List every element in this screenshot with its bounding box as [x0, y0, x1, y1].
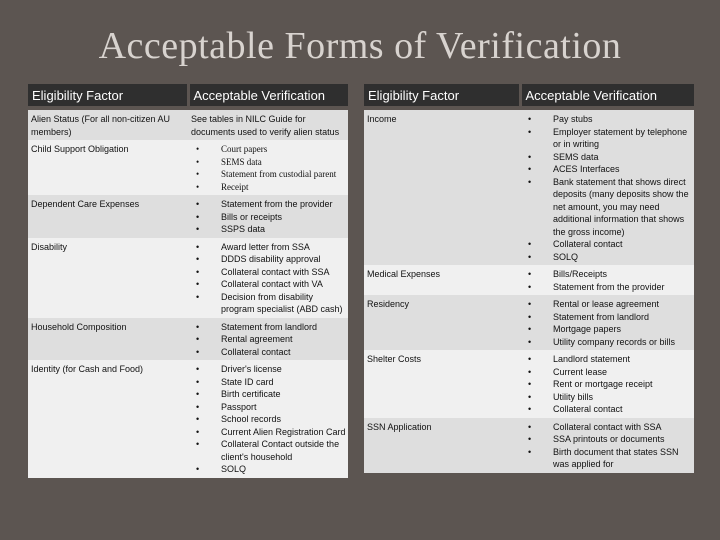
list-item: • Collateral contact with VA [191, 278, 346, 291]
table-row [364, 418, 694, 473]
table-row [28, 195, 348, 238]
list-item: • Court papers [191, 143, 346, 156]
list-item: • Birth document that states SSN was applied for [523, 446, 692, 471]
verification-list [523, 113, 692, 263]
factor-cell: Alien Status (For all non-citizen AU members) [28, 110, 188, 140]
list-item: • Receipt [191, 181, 346, 194]
list-item: • State ID card [191, 376, 346, 389]
table-row [364, 350, 694, 418]
verification-text: See tables in NILC Guide for documents used to verify alien status [188, 110, 348, 140]
eligibility-factor-header: Eligibility Factor [28, 84, 188, 106]
verification-list [523, 421, 692, 471]
table-row [28, 238, 348, 318]
list-item: • Statement from custodial parent [191, 168, 346, 181]
list-item: • SEMS data [523, 151, 692, 164]
list-item: • Collateral Contact outside the client's household [191, 438, 346, 463]
acceptable-verification-header: Acceptable Verification [188, 84, 348, 106]
factor-cell: Dependent Care Expenses [28, 195, 188, 238]
list-item: • Award letter from SSA [191, 241, 346, 254]
list-item: • Bills/Receipts [523, 268, 692, 281]
eligibility-factor-header: Eligibility Factor [364, 84, 520, 106]
list-item: • Collateral contact with SSA [523, 421, 692, 434]
list-item: • Bills or receipts [191, 211, 346, 224]
factor-cell: SSN Application [364, 418, 520, 473]
table-row [364, 295, 694, 350]
list-item: • Current lease [523, 366, 692, 379]
right-verification-table [364, 84, 694, 473]
header-row [28, 84, 348, 106]
verification-list [523, 353, 692, 416]
list-item: • DDDS disability approval [191, 253, 346, 266]
table-row [28, 318, 348, 361]
table-row [28, 360, 348, 478]
factor-cell: Income [364, 110, 520, 265]
list-item: • Employer statement by telephone or in writing [523, 126, 692, 151]
list-item: • SOLQ [523, 251, 692, 264]
table-row [28, 140, 348, 195]
list-item: • Passport [191, 401, 346, 414]
verification-list [191, 198, 346, 236]
list-item: • Rent or mortgage receipt [523, 378, 692, 391]
verification-list [191, 241, 346, 316]
list-item: • SEMS data [191, 156, 346, 169]
list-item: • Statement from landlord [191, 321, 346, 334]
list-item: • Statement from landlord [523, 311, 692, 324]
page-title: Acceptable Forms of Verification [98, 25, 622, 67]
verification-list [191, 321, 346, 359]
list-item: • Rental or lease agreement [523, 298, 692, 311]
list-item: • Statement from the provider [191, 198, 346, 211]
list-item: • Pay stubs [523, 113, 692, 126]
factor-cell: Residency [364, 295, 520, 350]
list-item: • Mortgage papers [523, 323, 692, 336]
verification-list [191, 363, 346, 476]
list-item: • Collateral contact with SSA [191, 266, 346, 279]
list-item: • Utility company records or bills [523, 336, 692, 349]
table-row [364, 265, 694, 295]
verification-list [523, 268, 692, 293]
acceptable-verification-header: Acceptable Verification [520, 84, 694, 106]
list-item: • Current Alien Registration Card [191, 426, 346, 439]
table-row [364, 110, 694, 265]
list-item: • Collateral contact [523, 238, 692, 251]
list-item: • Collateral contact [191, 346, 346, 359]
list-item: • Driver's license [191, 363, 346, 376]
list-item: • Birth certificate [191, 388, 346, 401]
verification-list [191, 143, 346, 193]
factor-cell: Shelter Costs [364, 350, 520, 418]
list-item: • ACES Interfaces [523, 163, 692, 176]
factor-cell: Child Support Obligation [28, 140, 188, 195]
factor-cell: Identity (for Cash and Food) [28, 360, 188, 478]
header-row [364, 84, 694, 106]
list-item: • Decision from disability program specialist (ABD cash) [191, 291, 346, 316]
list-item: • Landlord statement [523, 353, 692, 366]
table-row [28, 110, 348, 140]
list-item: • SOLQ [191, 463, 346, 476]
factor-cell: Disability [28, 238, 188, 318]
left-verification-table [28, 84, 348, 478]
factor-cell: Household Composition [28, 318, 188, 361]
list-item: • Collateral contact [523, 403, 692, 416]
verification-list [523, 298, 692, 348]
list-item: • SSPS data [191, 223, 346, 236]
list-item: • Statement from the provider [523, 281, 692, 294]
list-item: • Rental agreement [191, 333, 346, 346]
list-item: • Utility bills [523, 391, 692, 404]
list-item: • School records [191, 413, 346, 426]
list-item: • SSA printouts or documents [523, 433, 692, 446]
list-item: • Bank statement that shows direct deposits (many deposits show the net amount, you may need additional information that shows the gross income) [523, 176, 692, 239]
factor-cell: Medical Expenses [364, 265, 520, 295]
